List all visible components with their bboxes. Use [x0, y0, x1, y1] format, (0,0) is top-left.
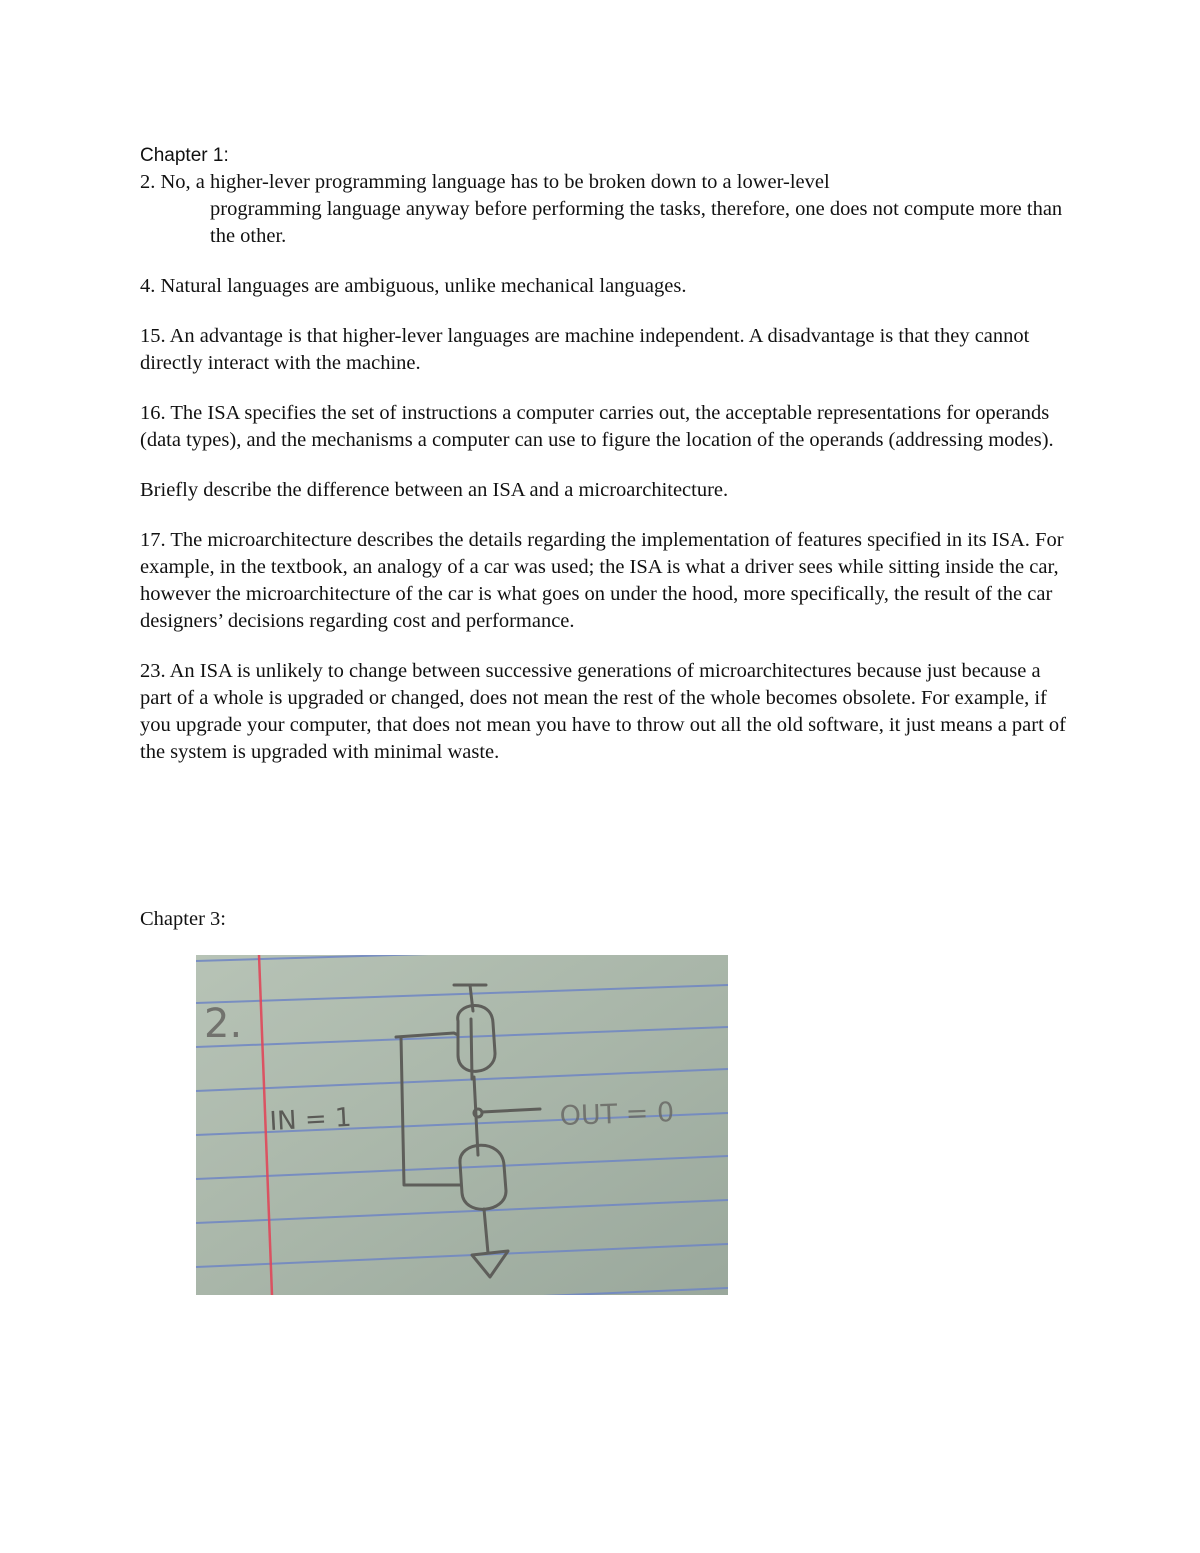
- answer-2-continuation: programming language anyway before performing the tasks, therefore, one does not compute more than the other.: [210, 198, 1063, 247]
- chapter3-heading: Chapter 3:: [140, 908, 226, 930]
- sketch-input-label: IN = 1: [268, 1102, 353, 1137]
- circuit-sketch-photo: [196, 955, 728, 1295]
- answer-4: 4. Natural languages are ambiguous, unlike mechanical languages.: [140, 275, 687, 297]
- chapter1-heading: Chapter 1:: [140, 145, 229, 166]
- chapter1-section: [140, 142, 1070, 789]
- answer-17: 17. The microarchitecture describes the details regarding the implementation of features specified in its ISA. For example, in the textbook, an analogy of a car was used; the ISA is what a driver sees while sitting inside the car, however the microarchitecture of the car is what goes on under the hood, more specifically, the result of the car designers’ decisions regarding cost and performance.: [140, 529, 1064, 632]
- answer-2: [140, 169, 1070, 250]
- question-prompt: Briefly describe the difference between an ISA and a microarchitecture.: [140, 479, 729, 501]
- answer-15: 15. An advantage is that higher-lever languages are machine independent. A disadvantage is that they cannot directly interact with the machine.: [140, 325, 1030, 374]
- answer-2-first-line: 2. No, a higher-lever programming language has to be broken down to a lower-level: [140, 171, 830, 193]
- sketch-problem-number: 2.: [204, 1001, 243, 1047]
- answer-23: 23. An ISA is unlikely to change between successive generations of microarchitectures because just because a part of a whole is upgraded or changed, does not mean the rest of the whole becomes obsolete. For example, if you upgrade your computer, that does not mean you have to throw out all the old software, it just means a part of the system is upgraded with minimal waste.: [140, 660, 1067, 763]
- circuit-sketch-drawing: [196, 955, 728, 1295]
- answer-16: 16. The ISA specifies the set of instructions a computer carries out, the acceptable representations for operands (data types), and the mechanisms a computer can use to figure the location of the operands (addressing modes).: [140, 402, 1054, 451]
- sketch-output-label: OUT = 0: [559, 1097, 675, 1132]
